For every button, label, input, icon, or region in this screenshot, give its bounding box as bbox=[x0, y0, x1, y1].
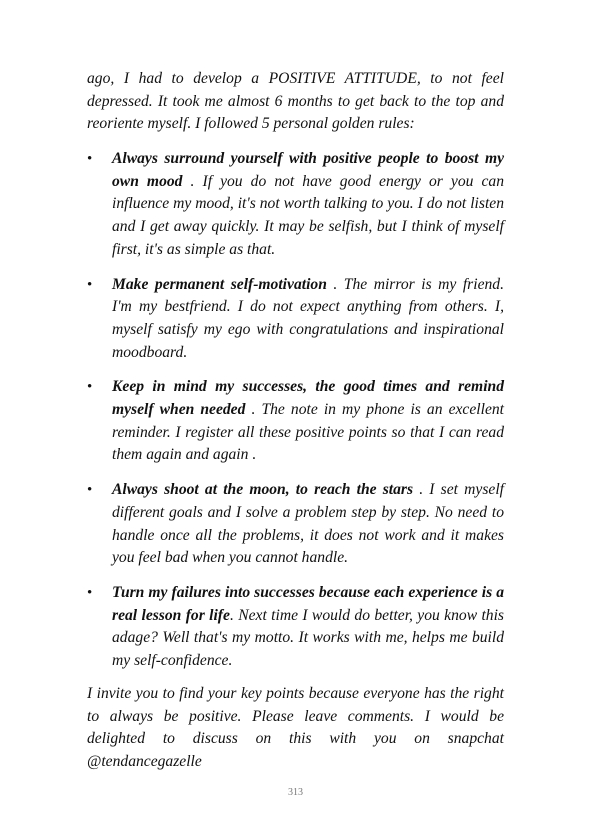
rule-text: . The mirror is my friend. I'm my bestfriend. I do not expect anything from others. I, myself satisfy my ego with congratulations and inspirational moodboard. bbox=[112, 275, 504, 361]
list-item bbox=[87, 376, 504, 467]
bullet-icon: • bbox=[87, 151, 93, 167]
page-number: 313 bbox=[288, 787, 303, 798]
list-item bbox=[87, 582, 504, 673]
rule-title: Keep in mind my successes, the good times and remind myself when needed bbox=[112, 378, 504, 419]
bullet-icon: • bbox=[87, 584, 93, 601]
rule-title: Turn my failures into successes because each experience is a real lesson for life bbox=[112, 583, 504, 624]
rule-text: . Next time I would do better, you know this adage? Well that's my motto. It works with me, helps me build my self-confidence. bbox=[112, 606, 505, 670]
golden-rules-list bbox=[87, 148, 504, 685]
list-item bbox=[87, 148, 504, 262]
rule-title: Always shoot at the moon, to reach the stars bbox=[112, 481, 414, 499]
bullet-icon: • bbox=[87, 379, 93, 396]
rule-text: . If you do not have good energy or you can influence my mood, it's not worth talking to you. I do not listen and I get away quickly. It may be selfish, but I think of myself first, it's as simple as that. bbox=[112, 172, 504, 258]
rule-text: . I set myself different goals and I solve a problem step by step. No need to handle once all the problems, it does not work and it makes you feel bad when you cannot handle. bbox=[112, 481, 504, 567]
outro-paragraph: I invite you to find your key points because everyone has the right to always be positive. Please leave comments. I would be delighted to discuss on this with you on snapchat @tendancegazelle bbox=[87, 685, 504, 771]
list-item bbox=[87, 274, 504, 365]
bullet-icon: • bbox=[87, 276, 93, 293]
bullet-icon: • bbox=[87, 482, 93, 499]
rule-text: . The note in my phone is an excellent reminder. I register all these positive points so that I can read them again and again . bbox=[112, 401, 504, 464]
list-item bbox=[87, 479, 504, 570]
rule-title: Make permanent self-motivation bbox=[112, 275, 327, 293]
rule-title: Always surround yourself with positive people to boost my own mood bbox=[112, 150, 504, 190]
intro-paragraph: ago, I had to develop a POSITIVE ATTITUDE, to not feel depressed. It took me almost 6 months to get back to the top and reoriente myself. I followed 5 personal golden rules: bbox=[87, 70, 504, 133]
